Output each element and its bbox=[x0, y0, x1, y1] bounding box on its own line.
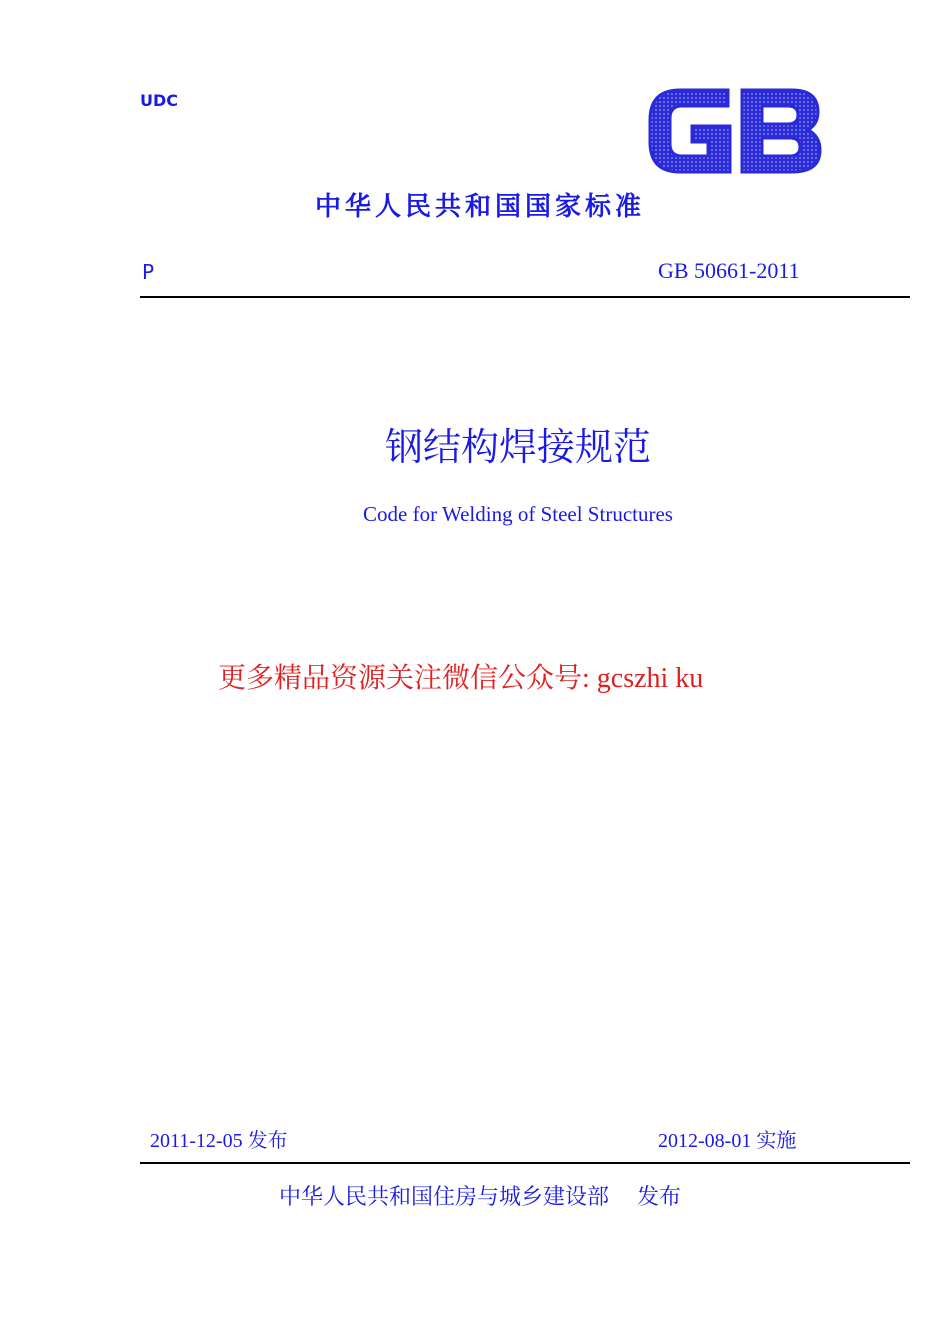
gb-logo bbox=[646, 84, 824, 178]
top-divider bbox=[140, 296, 910, 298]
issue-date: 2011-12-05 发布 bbox=[150, 1130, 288, 1152]
bottom-divider bbox=[140, 1162, 910, 1164]
classification-category: P bbox=[142, 260, 155, 284]
publisher: 中华人民共和国住房与城乡建设部 发布 bbox=[279, 1185, 681, 1210]
promo-text: 更多精品资源关注微信公众号: gcszhi ku bbox=[218, 663, 704, 694]
standard-type-heading: 中华人民共和国国家标准 bbox=[314, 192, 645, 222]
standard-code: GB 50661-2011 bbox=[658, 258, 800, 283]
english-title: Code for Welding of Steel Structures bbox=[363, 502, 673, 526]
chinese-title: 钢结构焊接规范 bbox=[384, 425, 651, 469]
implementation-date: 2012-08-01 实施 bbox=[658, 1130, 797, 1152]
udc-label: UDC bbox=[140, 91, 179, 110]
